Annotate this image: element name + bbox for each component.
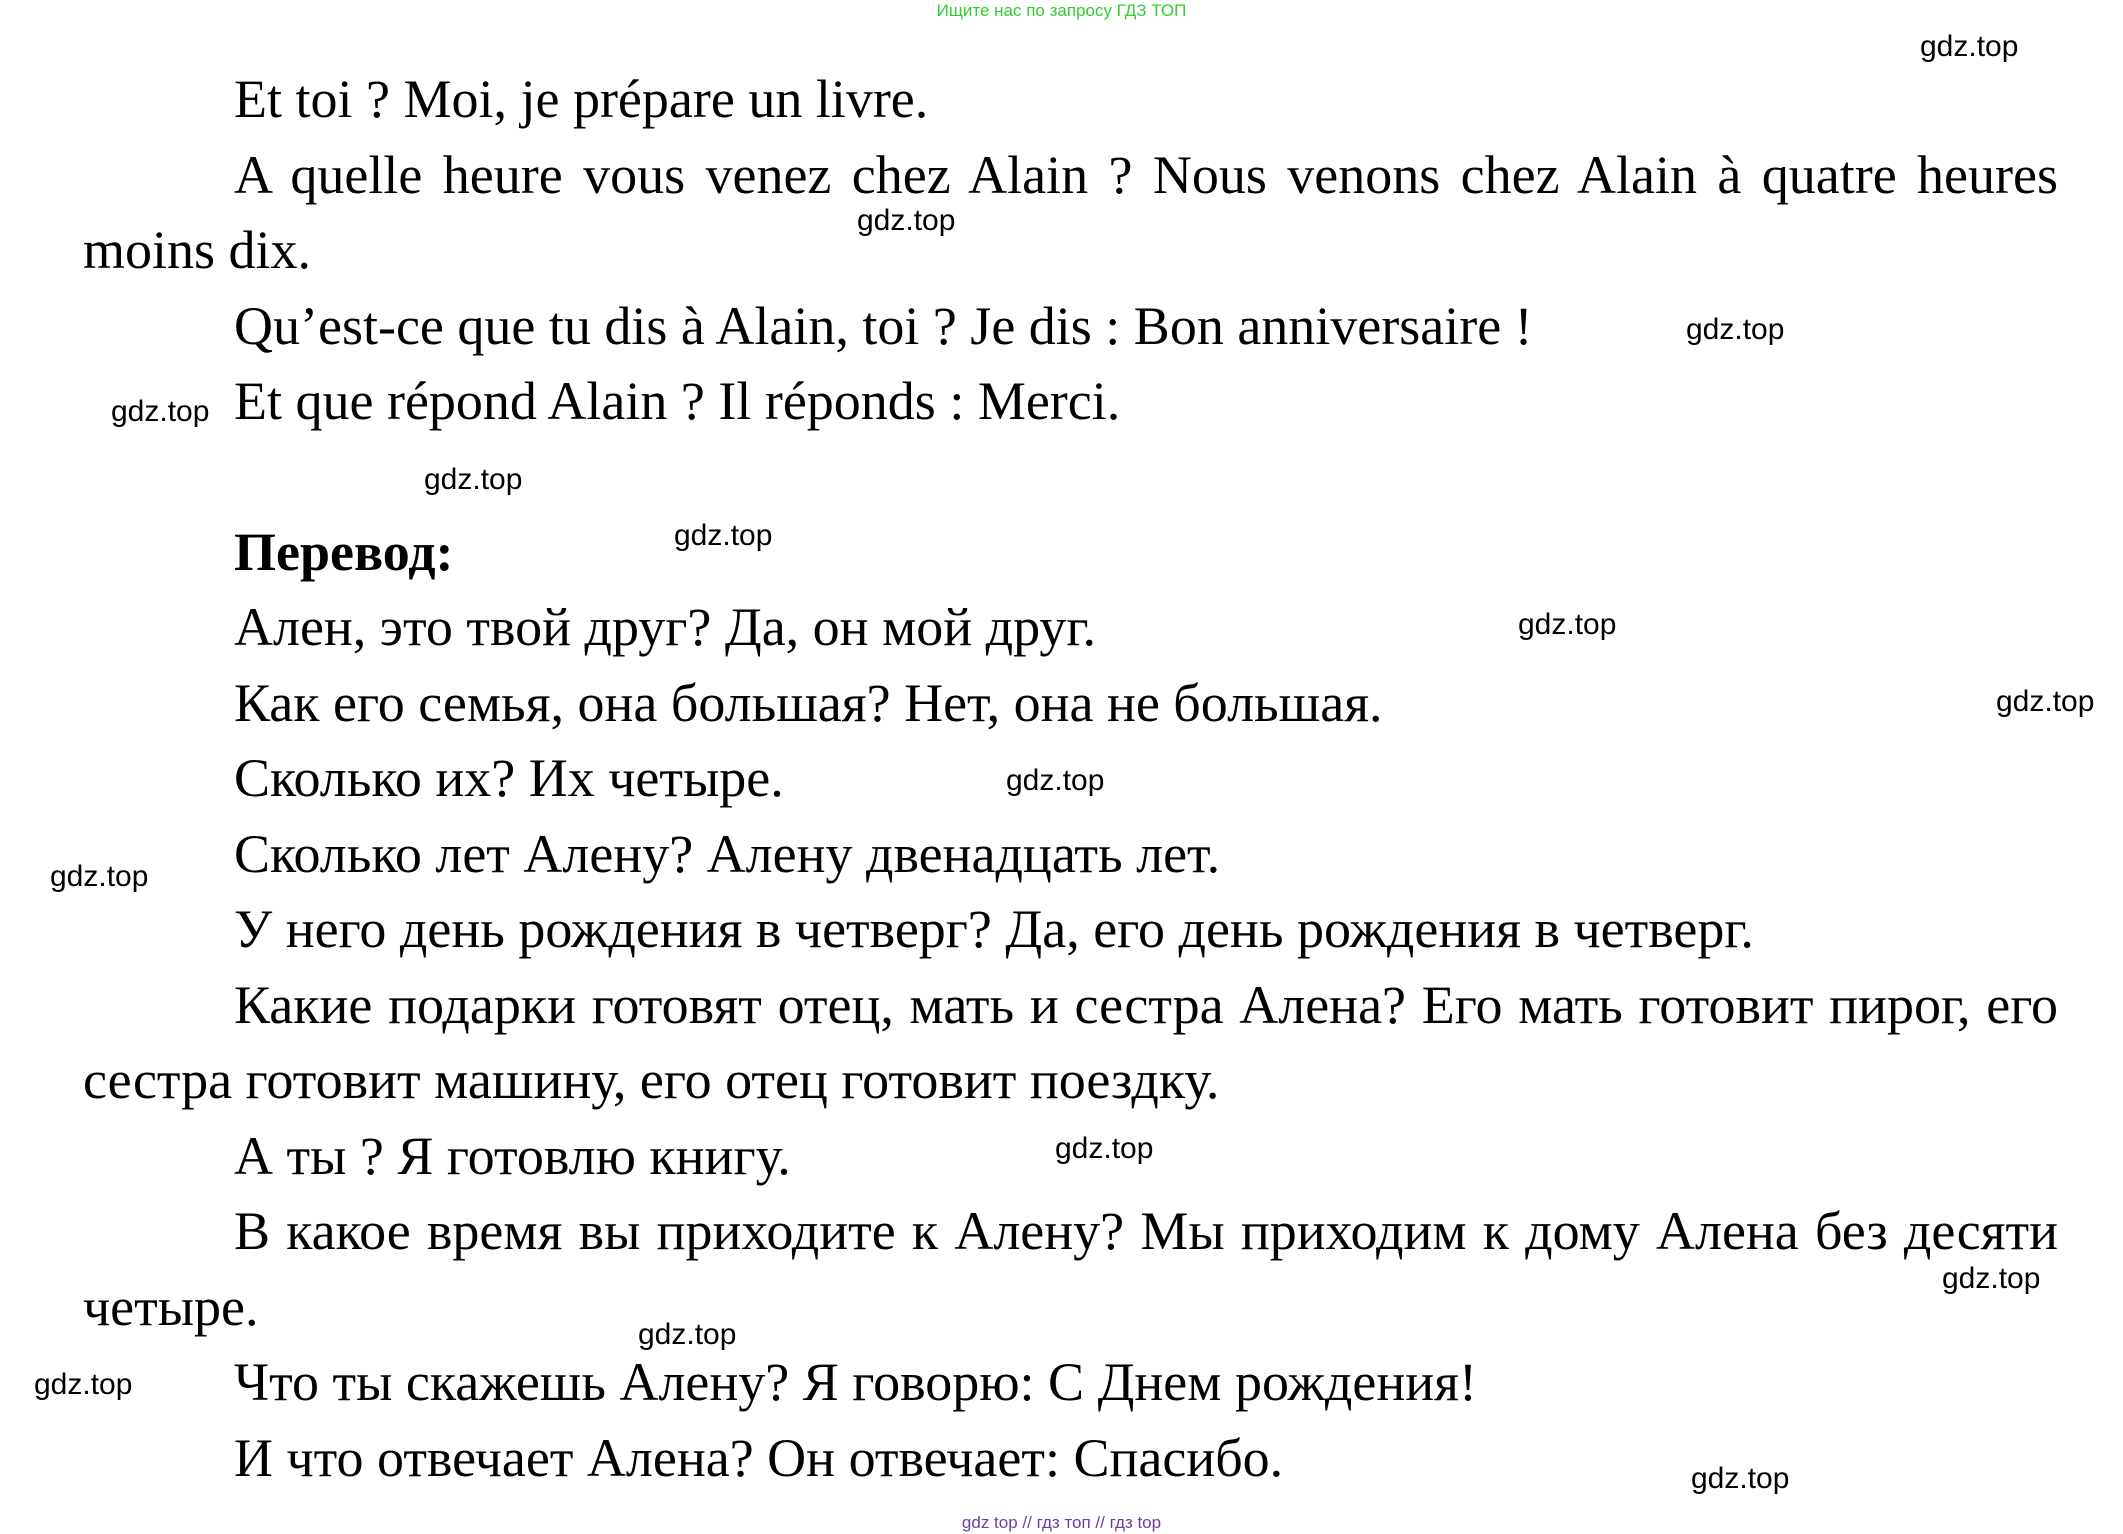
watermark: gdz.top: [424, 463, 523, 496]
russian-paragraph-4: Сколько лет Алену? Алену двенадцать лет.: [234, 823, 1221, 884]
russian-paragraph-7: А ты ? Я готовлю книгу.: [234, 1125, 791, 1186]
watermark: gdz.top: [1055, 1132, 1154, 1165]
watermark: gdz.top: [1942, 1262, 2041, 1295]
russian-paragraph-2: Как его семья, она большая? Нет, она не большая.: [234, 672, 1383, 733]
watermark: gdz.top: [674, 519, 773, 552]
watermark: gdz.top: [857, 204, 956, 237]
watermark: gdz.top: [1518, 608, 1617, 641]
footer-watermark: gdz top // гдз топ // гдз top: [961, 1513, 1162, 1532]
french-paragraph-2: A quelle heure vous venez chez Alain ? Nous venons chez Alain à quatre heures moins dix.: [83, 144, 2058, 280]
watermark: gdz.top: [638, 1318, 737, 1351]
russian-paragraph-10: И что отвечает Алена? Он отвечает: Спасибо.: [234, 1427, 1284, 1488]
watermark: gdz.top: [1691, 1462, 1790, 1495]
watermark: gdz.top: [50, 860, 149, 893]
watermark: gdz.top: [1996, 685, 2095, 718]
french-paragraph-4: Et que répond Alain ? Il réponds : Merci.: [234, 371, 1121, 431]
watermark: gdz.top: [34, 1368, 133, 1401]
russian-paragraph-3: Сколько их? Их четыре.: [234, 748, 784, 808]
french-paragraph-1: Et toi ? Moi, je prépare un livre.: [234, 69, 929, 129]
search-banner: Ищите нас по запросу ГДЗ ТОП: [936, 1, 1187, 20]
russian-paragraph-9: Что ты скажешь Алену? Я говорю: С Днем рождения!: [234, 1352, 1477, 1412]
russian-paragraph-6: Какие подарки готовят отец, мать и сестра Алена? Его мать готовит пирог, его сестра готовит машину, его отец готовит поездку.: [83, 974, 2058, 1110]
watermark: gdz.top: [1686, 313, 1785, 346]
translation-heading: Перевод:: [234, 521, 454, 582]
watermark: gdz.top: [1920, 30, 2019, 63]
russian-paragraph-5: У него день рождения в четверг? Да, его день рождения в четверг.: [234, 899, 1754, 959]
russian-paragraph-1: Ален, это твой друг? Да, он мой друг.: [234, 597, 1096, 657]
watermark: gdz.top: [1006, 764, 1105, 797]
watermark: gdz.top: [111, 395, 210, 428]
russian-paragraph-8: В какое время вы приходите к Алену? Мы приходим к дому Алена без десяти четыре.: [83, 1201, 2058, 1337]
french-paragraph-3: Qu’est-ce que tu dis à Alain, toi ? Je dis : Bon anniversaire !: [234, 295, 1533, 356]
